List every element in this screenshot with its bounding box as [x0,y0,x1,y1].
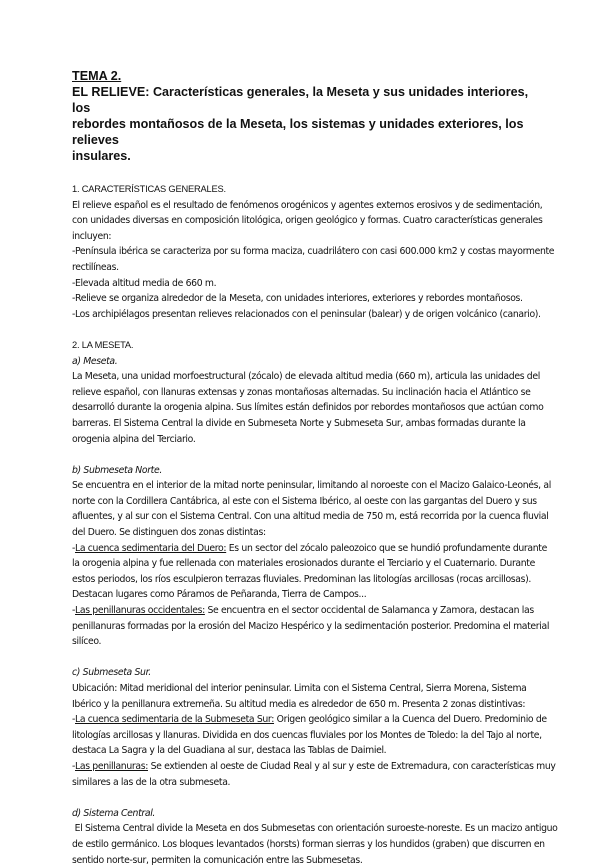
item-text: Se extienden al oeste de Ciudad Real y al sur y este de Extremadura, con características muy [147,760,556,772]
paragraph-line: Ubicación: Mitad meridional del interior peninsular. Limita con el Sistema Central, Sierra Morena, Sistema [72,683,527,694]
paragraph-line: la orogenia alpina y fue rellenada con materiales erosionados durante el Terciario y el Cuaternario. Durante [72,558,535,570]
paragraph-line: similares a las de la otra submeseta. [72,776,231,788]
paragraph-line: orogenia alpina del Terciario. [72,433,196,445]
paragraph-line: relieve español, con llanuras extensas y zonas montañosas alternadas. Su inclinación hacia el Atlántico se [72,386,531,398]
document-title [72,68,532,164]
paragraph-line: del Duero. Se distinguen dos zonas distintas: [72,527,266,539]
section-heading-meseta: 2. LA MESETA. [72,339,134,350]
section-heading-caracteristicas: 1. CARACTERÍSTICAS GENERALES. [72,184,226,194]
paragraph-line: con unidades diversas en composición litológica, origen geológico y formas. Cuatro características generales [72,215,543,227]
paragraph-line: de estilo germánico. Los bloques levantados (horsts) forman sierras y los hundidos (graben) que discurren en [72,838,545,850]
paragraph-line: sentido norte-sur, permiten la comunicación entre las Submesetas. [72,854,363,866]
list-item: -Las penillanuras: Se extienden al oeste de Ciudad Real y al sur y este de Extremadura, con características muy [72,760,556,772]
paragraph-line: estos periodos, los ríos esculpieron terrazas fluviales. Predominan las litologías arcillosas (rocas arcillosas). [72,573,532,585]
title-line-1: EL RELIEVE: Características generales, la Meseta y sus unidades interiores, los [72,85,529,115]
paragraph-line: Destacan lugares como Páramos de Peñaranda, Tierra de Campos... [72,589,367,601]
subheading-meseta: a) Meseta. [72,355,118,367]
list-item: -La cuenca sedimentaria del Duero: Es un sector del zócalo paleozoico que se hundió profundamente durante [72,542,547,554]
tema-label: TEMA 2. [72,69,122,83]
paragraph-line: El Sistema Central divide la Meseta en dos Submesetas con orientación suroeste-noreste. Es un macizo antiguo [72,823,558,835]
subheading-submeseta-sur: c) Submeseta Sur. [72,667,151,679]
list-item: -Los archipiélagos presentan relieves relacionados con el peninsular (balear) y de origen volcánico (canario). [72,308,541,320]
paragraph-line: desarrolló durante la orogenia alpina. Sus límites están definidos por rebordes montañosos que actúan como [72,402,544,414]
document-page [72,68,558,868]
paragraph-line: incluyen: [72,230,112,242]
title-line-3: insulares. [72,149,131,163]
paragraph-line: barreras. El Sistema Central la divide en Submeseta Norte y Submeseta Sur, ambas formadas durante la [72,417,526,429]
item-label: La cuenca sedimentaria del Duero: [75,542,227,554]
list-item: -Las penillanuras occidentales: Se encuentra en el sector occidental de Salamanca y Zamora, destacan las [72,605,534,617]
item-label: Las penillanuras: [75,760,148,772]
item-label: La cuenca sedimentaria de la Submeseta Sur: [75,714,275,726]
item-label: Las penillanuras occidentales: [75,605,205,617]
subheading-submeseta-norte: b) Submeseta Norte. [72,464,162,476]
paragraph-line: destaca La Sagra y la del Guadiana al sur, destaca las Tablas de Daimiel. [72,745,387,757]
item-text: Origen geológico similar a la Cuenca del Duero. Predominio de [274,714,547,726]
list-item: -La cuenca sedimentaria de la Submeseta Sur: Origen geológico similar a la Cuenca del Duero. Predominio de [72,714,547,726]
paragraph-line: Ibérico y la penillanura extremeña. Su altitud media es alrededor de 650 m. Presenta 2 zonas distintivas: [72,698,526,710]
paragraph-line: rectilíneas. [72,261,119,273]
subheading-sistema-central: d) Sistema Central. [72,807,156,819]
paragraph-line: norte con la Cordillera Cantábrica, al este con el Sistema Ibérico, al oeste con las gargantas del Duero y sus [72,495,537,507]
paragraph-line: El relieve español es el resultado de fenómenos orogénicos y agentes externos erosivos y de sedimentación, [72,199,543,211]
title-line-2: rebordes montañosos de la Meseta, los sistemas y unidades exteriores, los relieves [72,117,524,147]
paragraph-line: Se encuentra en el interior de la mitad norte peninsular, limitando al noroeste con el Macizo Galaico-Leonés, al [72,480,551,492]
list-item: -Elevada altitud media de 660 m. [72,277,217,289]
paragraph-line: penillanuras formadas por la erosión del Macizo Hespérico y la sedimentación posterior. Predomina el material [72,620,550,632]
list-item: -Relieve se organiza alrededor de la Meseta, con unidades interiores, exteriores y rebordes montañosos. [72,293,523,305]
paragraph-line: silíceo. [72,636,102,648]
paragraph-line: La Meseta, una unidad morfoestructural (zócalo) de elevada altitud media (660 m), articula las unidades del [72,371,540,383]
item-text: Es un sector del zócalo paleozoico que se hundió profundamente durante [226,542,547,554]
list-item: -Península ibérica se caracteriza por su forma maciza, cuadrilátero con casi 600.000 km2 y costas mayormente [72,246,555,258]
item-text: Se encuentra en el sector occidental de Salamanca y Zamora, destacan las [204,605,534,617]
paragraph-line: afluentes, y al sur con el Sistema Central. Con una altitud media de 750 m, está recorrida por la cuenca fluvial [72,511,549,523]
paragraph-line: litologías arcillosas y llanuras. Dividida en dos cuencas fluviales por los Montes de Toledo: la del Tajo al norte, [72,729,542,741]
